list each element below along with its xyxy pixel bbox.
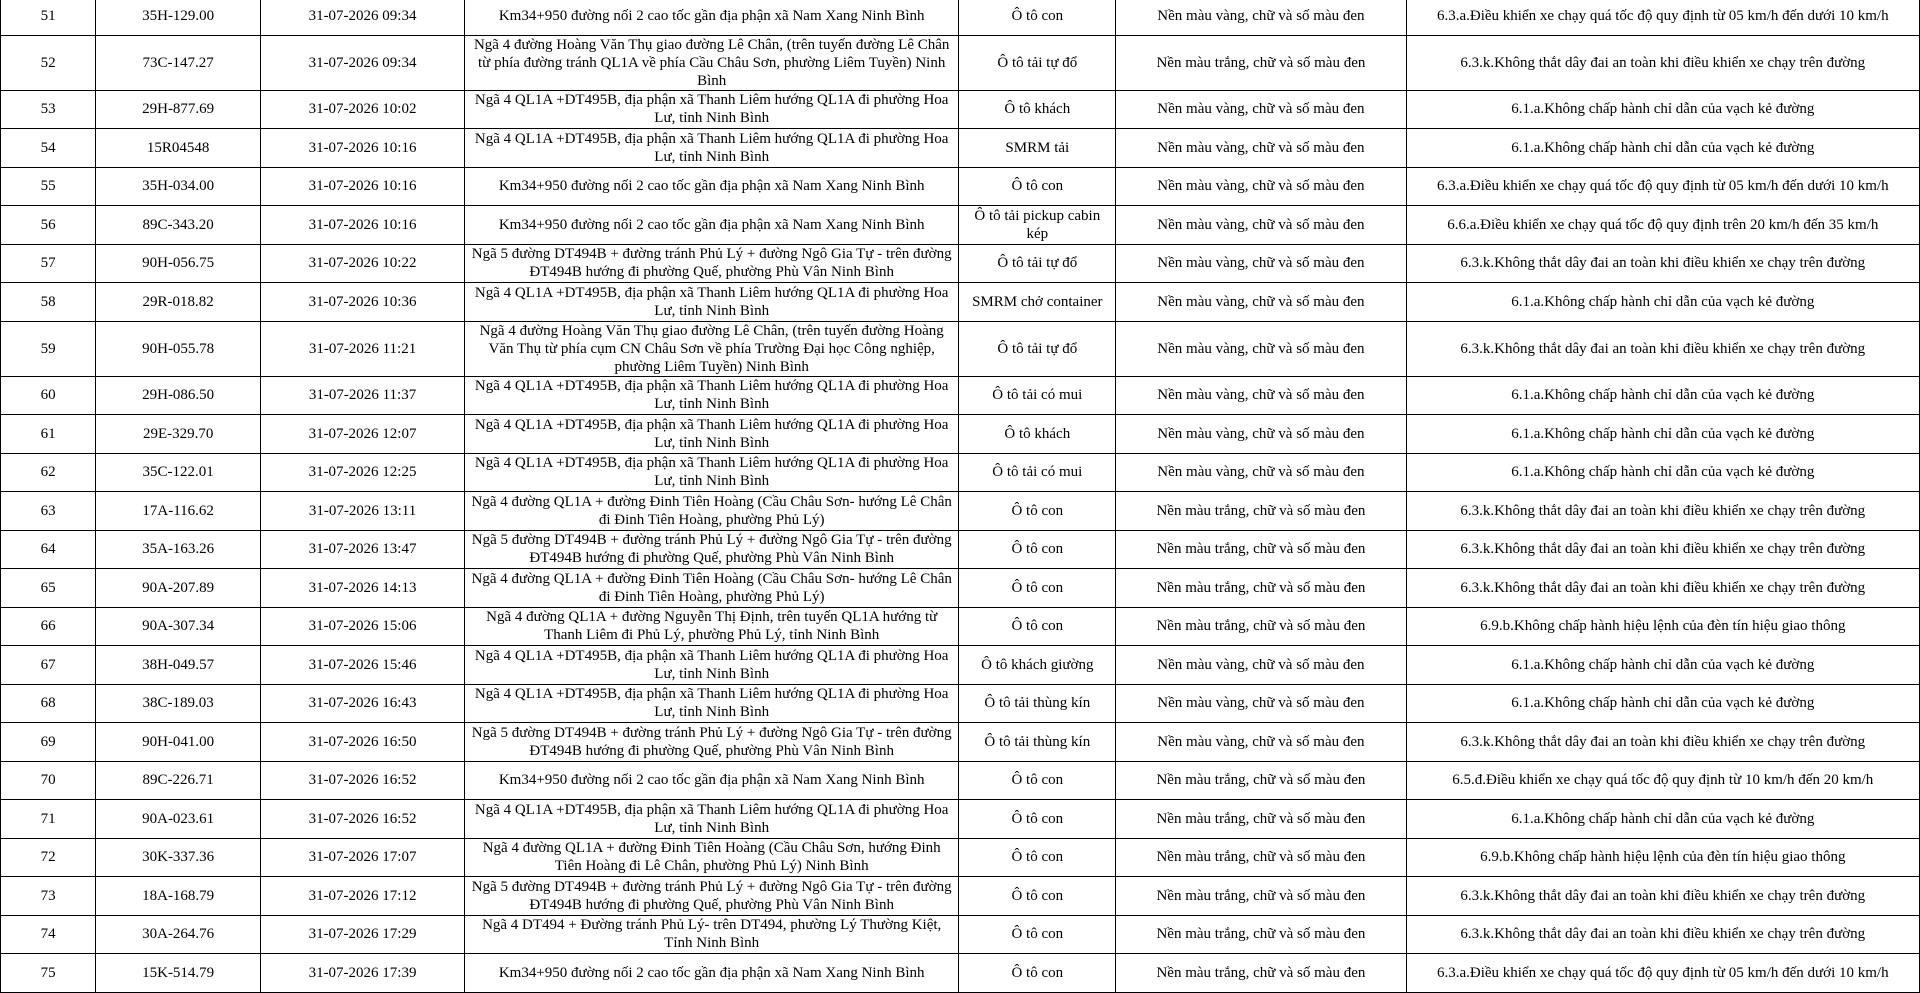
row-number-cell: 54 xyxy=(1,129,96,168)
vehicle-type-cell: SMRM chở container xyxy=(959,283,1116,322)
plate-color-cell: Nền màu trắng, chữ và số màu đen xyxy=(1116,492,1406,531)
license-plate-cell: 35C-122.01 xyxy=(96,453,261,492)
plate-color-cell: Nền màu trắng, chữ và số màu đen xyxy=(1116,800,1406,839)
vehicle-type-cell: Ô tô con xyxy=(959,915,1116,954)
vehicle-type-cell: Ô tô tải thùng kín xyxy=(959,684,1116,723)
row-number-cell: 64 xyxy=(1,530,96,569)
vehicle-type-cell: Ô tô con xyxy=(959,569,1116,608)
violation-time-cell: 31-07-2026 11:21 xyxy=(261,321,465,376)
vehicle-type-cell: Ô tô khách giường xyxy=(959,646,1116,685)
license-plate-cell: 30K-337.36 xyxy=(96,838,261,877)
license-plate-cell: 89C-226.71 xyxy=(96,761,261,800)
row-number-cell: 63 xyxy=(1,492,96,531)
violation-time-cell: 31-07-2026 10:22 xyxy=(261,244,465,283)
violation-time-cell: 31-07-2026 10:36 xyxy=(261,283,465,322)
row-number-cell: 67 xyxy=(1,646,96,685)
license-plate-cell: 35A-163.26 xyxy=(96,530,261,569)
violation-description-cell: 6.3.k.Không thắt dây đai an toàn khi điều khiển xe chạy trên đường xyxy=(1406,530,1919,569)
violation-description-cell: 6.9.b.Không chấp hành hiệu lệnh của đèn tín hiệu giao thông xyxy=(1406,607,1919,646)
license-plate-cell: 29E-329.70 xyxy=(96,415,261,454)
violation-description-cell: 6.3.k.Không thắt dây đai an toàn khi điều khiển xe chạy trên đường xyxy=(1406,877,1919,916)
license-plate-cell: 90A-023.61 xyxy=(96,800,261,839)
violation-location-cell: Ngã 4 QL1A +DT495B, địa phận xã Thanh Liêm hướng QL1A đi phường Hoa Lư, tỉnh Ninh Bình xyxy=(465,415,959,454)
violation-location-cell: Ngã 4 DT494 + Đường tránh Phủ Lý- trên DT494, phường Lý Thường Kiệt, Tỉnh Ninh Bình xyxy=(465,915,959,954)
violation-time-cell: 31-07-2026 17:29 xyxy=(261,915,465,954)
violation-location-cell: Ngã 4 QL1A +DT495B, địa phận xã Thanh Liêm hướng QL1A đi phường Hoa Lư, tỉnh Ninh Bình xyxy=(465,800,959,839)
row-number-cell: 71 xyxy=(1,800,96,839)
vehicle-type-cell: Ô tô con xyxy=(959,838,1116,877)
license-plate-cell: 35H-034.00 xyxy=(96,167,261,206)
table-row xyxy=(1,90,1920,129)
vehicle-type-cell: Ô tô con xyxy=(959,0,1116,35)
violation-location-cell: Ngã 4 QL1A +DT495B, địa phận xã Thanh Liêm hướng QL1A đi phường Hoa Lư, tỉnh Ninh Bình xyxy=(465,90,959,129)
vehicle-type-cell: Ô tô con xyxy=(959,954,1116,993)
violation-location-cell: Ngã 5 đường DT494B + đường tránh Phủ Lý + đường Ngô Gia Tự - trên đường ĐT494B hướng đi phường Quế, phường Phù Vân Ninh Bình xyxy=(465,244,959,283)
violation-location-cell: Km34+950 đường nối 2 cao tốc gần địa phận xã Nam Xang Ninh Bình xyxy=(465,761,959,800)
violation-description-cell: 6.1.a.Không chấp hành chỉ dẫn của vạch kẻ đường xyxy=(1406,453,1919,492)
violation-description-cell: 6.3.k.Không thắt dây đai an toàn khi điều khiển xe chạy trên đường xyxy=(1406,35,1919,90)
violation-time-cell: 31-07-2026 10:16 xyxy=(261,206,465,245)
license-plate-cell: 38H-049.57 xyxy=(96,646,261,685)
vehicle-type-cell: Ô tô tải có mui xyxy=(959,453,1116,492)
violation-description-cell: 6.1.a.Không chấp hành chỉ dẫn của vạch kẻ đường xyxy=(1406,376,1919,415)
table-row xyxy=(1,915,1920,954)
plate-color-cell: Nền màu trắng, chữ và số màu đen xyxy=(1116,915,1406,954)
table-row xyxy=(1,321,1920,376)
license-plate-cell: 90A-307.34 xyxy=(96,607,261,646)
vehicle-type-cell: Ô tô khách xyxy=(959,90,1116,129)
violation-description-cell: 6.1.a.Không chấp hành chỉ dẫn của vạch kẻ đường xyxy=(1406,283,1919,322)
violation-location-cell: Ngã 4 đường Hoàng Văn Thụ giao đường Lê Chân, (trên tuyến đường Hoàng Văn Thụ từ phía cụm CN Châu Sơn về phía Trường Đại học Công nghiệp, phường Liêm Tuyền) Ninh Bình xyxy=(465,321,959,376)
plate-color-cell: Nền màu vàng, chữ và số màu đen xyxy=(1116,321,1406,376)
row-number-cell: 65 xyxy=(1,569,96,608)
license-plate-cell: 29R-018.82 xyxy=(96,283,261,322)
violation-location-cell: Ngã 4 QL1A +DT495B, địa phận xã Thanh Liêm hướng QL1A đi phường Hoa Lư, tỉnh Ninh Bình xyxy=(465,646,959,685)
violation-time-cell: 31-07-2026 12:07 xyxy=(261,415,465,454)
violation-location-cell: Ngã 4 QL1A +DT495B, địa phận xã Thanh Liêm hướng QL1A đi phường Hoa Lư, tỉnh Ninh Bình xyxy=(465,129,959,168)
vehicle-type-cell: Ô tô tải có mui xyxy=(959,376,1116,415)
violation-time-cell: 31-07-2026 10:16 xyxy=(261,167,465,206)
violation-location-cell: Ngã 4 đường QL1A + đường Đinh Tiên Hoàng (Cầu Châu Sơn- hướng Lê Chân đi Đinh Tiên Hoàng, phường Phủ Lý) xyxy=(465,492,959,531)
violation-time-cell: 31-07-2026 15:06 xyxy=(261,607,465,646)
plate-color-cell: Nền màu vàng, chữ và số màu đen xyxy=(1116,684,1406,723)
plate-color-cell: Nền màu vàng, chữ và số màu đen xyxy=(1116,415,1406,454)
row-number-cell: 59 xyxy=(1,321,96,376)
row-number-cell: 69 xyxy=(1,723,96,762)
license-plate-cell: 18A-168.79 xyxy=(96,877,261,916)
table-row xyxy=(1,244,1920,283)
violation-location-cell: Ngã 5 đường DT494B + đường tránh Phủ Lý + đường Ngô Gia Tự - trên đường ĐT494B hướng đi phường Quế, phường Phù Vân Ninh Bình xyxy=(465,723,959,762)
violation-time-cell: 31-07-2026 17:39 xyxy=(261,954,465,993)
vehicle-type-cell: Ô tô con xyxy=(959,877,1116,916)
violation-time-cell: 31-07-2026 16:43 xyxy=(261,684,465,723)
plate-color-cell: Nền màu vàng, chữ và số màu đen xyxy=(1116,167,1406,206)
license-plate-cell: 89C-343.20 xyxy=(96,206,261,245)
violation-description-cell: 6.1.a.Không chấp hành chỉ dẫn của vạch kẻ đường xyxy=(1406,684,1919,723)
violation-description-cell: 6.3.k.Không thắt dây đai an toàn khi điều khiển xe chạy trên đường xyxy=(1406,244,1919,283)
violation-location-cell: Ngã 4 QL1A +DT495B, địa phận xã Thanh Liêm hướng QL1A đi phường Hoa Lư, tỉnh Ninh Bình xyxy=(465,684,959,723)
table-row xyxy=(1,167,1920,206)
row-number-cell: 52 xyxy=(1,35,96,90)
violation-description-cell: 6.1.a.Không chấp hành chỉ dẫn của vạch kẻ đường xyxy=(1406,646,1919,685)
plate-color-cell: Nền màu trắng, chữ và số màu đen xyxy=(1116,954,1406,993)
violation-description-cell: 6.3.k.Không thắt dây đai an toàn khi điều khiển xe chạy trên đường xyxy=(1406,492,1919,531)
table-row xyxy=(1,206,1920,245)
vehicle-type-cell: Ô tô con xyxy=(959,167,1116,206)
license-plate-cell: 15R04548 xyxy=(96,129,261,168)
plate-color-cell: Nền màu vàng, chữ và số màu đen xyxy=(1116,129,1406,168)
violation-location-cell: Ngã 4 QL1A +DT495B, địa phận xã Thanh Liêm hướng QL1A đi phường Hoa Lư, tỉnh Ninh Bình xyxy=(465,283,959,322)
row-number-cell: 58 xyxy=(1,283,96,322)
row-number-cell: 56 xyxy=(1,206,96,245)
row-number-cell: 75 xyxy=(1,954,96,993)
table-row xyxy=(1,800,1920,839)
violations-table-body xyxy=(1,0,1920,992)
violation-description-cell: 6.5.đ.Điều khiển xe chạy quá tốc độ quy định từ 10 km/h đến 20 km/h xyxy=(1406,761,1919,800)
violation-description-cell: 6.3.a.Điều khiển xe chạy quá tốc độ quy định từ 05 km/h đến dưới 10 km/h xyxy=(1406,167,1919,206)
table-row xyxy=(1,530,1920,569)
row-number-cell: 51 xyxy=(1,0,96,35)
violation-description-cell: 6.1.a.Không chấp hành chỉ dẫn của vạch kẻ đường xyxy=(1406,800,1919,839)
license-plate-cell: 30A-264.76 xyxy=(96,915,261,954)
violation-location-cell: Km34+950 đường nối 2 cao tốc gần địa phận xã Nam Xang Ninh Bình xyxy=(465,206,959,245)
plate-color-cell: Nền màu vàng, chữ và số màu đen xyxy=(1116,90,1406,129)
row-number-cell: 60 xyxy=(1,376,96,415)
license-plate-cell: 90A-207.89 xyxy=(96,569,261,608)
license-plate-cell: 29H-086.50 xyxy=(96,376,261,415)
table-row xyxy=(1,877,1920,916)
vehicle-type-cell: Ô tô tải pickup cabin kép xyxy=(959,206,1116,245)
violation-time-cell: 31-07-2026 17:12 xyxy=(261,877,465,916)
violation-description-cell: 6.1.a.Không chấp hành chỉ dẫn của vạch kẻ đường xyxy=(1406,129,1919,168)
table-row xyxy=(1,646,1920,685)
vehicle-type-cell: Ô tô tải tự đổ xyxy=(959,244,1116,283)
table-row xyxy=(1,838,1920,877)
violation-location-cell: Ngã 4 QL1A +DT495B, địa phận xã Thanh Liêm hướng QL1A đi phường Hoa Lư, tỉnh Ninh Bình xyxy=(465,376,959,415)
violation-description-cell: 6.3.k.Không thắt dây đai an toàn khi điều khiển xe chạy trên đường xyxy=(1406,569,1919,608)
table-row xyxy=(1,415,1920,454)
row-number-cell: 74 xyxy=(1,915,96,954)
table-row xyxy=(1,376,1920,415)
table-row xyxy=(1,283,1920,322)
row-number-cell: 66 xyxy=(1,607,96,646)
vehicle-type-cell: Ô tô tải thùng kín xyxy=(959,723,1116,762)
violation-time-cell: 31-07-2026 10:16 xyxy=(261,129,465,168)
violation-time-cell: 31-07-2026 09:34 xyxy=(261,0,465,35)
table-row xyxy=(1,954,1920,993)
violation-location-cell: Km34+950 đường nối 2 cao tốc gần địa phận xã Nam Xang Ninh Bình xyxy=(465,954,959,993)
violation-time-cell: 31-07-2026 16:52 xyxy=(261,800,465,839)
row-number-cell: 55 xyxy=(1,167,96,206)
vehicle-type-cell: Ô tô con xyxy=(959,492,1116,531)
violation-description-cell: 6.3.k.Không thắt dây đai an toàn khi điều khiển xe chạy trên đường xyxy=(1406,321,1919,376)
vehicle-type-cell: Ô tô con xyxy=(959,530,1116,569)
violation-location-cell: Km34+950 đường nối 2 cao tốc gần địa phận xã Nam Xang Ninh Bình xyxy=(465,167,959,206)
row-number-cell: 68 xyxy=(1,684,96,723)
table-row xyxy=(1,129,1920,168)
violation-description-cell: 6.3.k.Không thắt dây đai an toàn khi điều khiển xe chạy trên đường xyxy=(1406,723,1919,762)
plate-color-cell: Nền màu trắng, chữ và số màu đen xyxy=(1116,838,1406,877)
violation-location-cell: Ngã 5 đường DT494B + đường tránh Phủ Lý + đường Ngô Gia Tự - trên đường ĐT494B hướng đi phường Quế, phường Phù Vân Ninh Bình xyxy=(465,877,959,916)
table-row xyxy=(1,684,1920,723)
violation-description-cell: 6.1.a.Không chấp hành chỉ dẫn của vạch kẻ đường xyxy=(1406,415,1919,454)
plate-color-cell: Nền màu vàng, chữ và số màu đen xyxy=(1116,376,1406,415)
row-number-cell: 73 xyxy=(1,877,96,916)
vehicle-type-cell: Ô tô con xyxy=(959,761,1116,800)
violation-time-cell: 31-07-2026 16:50 xyxy=(261,723,465,762)
violation-time-cell: 31-07-2026 11:37 xyxy=(261,376,465,415)
row-number-cell: 61 xyxy=(1,415,96,454)
plate-color-cell: Nền màu trắng, chữ và số màu đen xyxy=(1116,607,1406,646)
violation-time-cell: 31-07-2026 10:02 xyxy=(261,90,465,129)
table-row xyxy=(1,569,1920,608)
plate-color-cell: Nền màu trắng, chữ và số màu đen xyxy=(1116,530,1406,569)
table-row xyxy=(1,35,1920,90)
plate-color-cell: Nền màu trắng, chữ và số màu đen xyxy=(1116,569,1406,608)
violation-location-cell: Ngã 5 đường DT494B + đường tránh Phủ Lý + đường Ngô Gia Tự - trên đường ĐT494B hướng đi phường Quế, phường Phù Vân Ninh Bình xyxy=(465,530,959,569)
violation-location-cell: Ngã 4 QL1A +DT495B, địa phận xã Thanh Liêm hướng QL1A đi phường Hoa Lư, tỉnh Ninh Bình xyxy=(465,453,959,492)
row-number-cell: 57 xyxy=(1,244,96,283)
violation-description-cell: 6.3.a.Điều khiển xe chạy quá tốc độ quy định từ 05 km/h đến dưới 10 km/h xyxy=(1406,954,1919,993)
license-plate-cell: 73C-147.27 xyxy=(96,35,261,90)
license-plate-cell: 35H-129.00 xyxy=(96,0,261,35)
table-row xyxy=(1,723,1920,762)
violation-description-cell: 6.6.a.Điều khiển xe chạy quá tốc độ quy định trên 20 km/h đến 35 km/h xyxy=(1406,206,1919,245)
plate-color-cell: Nền màu trắng, chữ và số màu đen xyxy=(1116,877,1406,916)
violation-time-cell: 31-07-2026 17:07 xyxy=(261,838,465,877)
table-row xyxy=(1,453,1920,492)
violation-time-cell: 31-07-2026 13:11 xyxy=(261,492,465,531)
table-row xyxy=(1,492,1920,531)
vehicle-type-cell: Ô tô con xyxy=(959,800,1116,839)
plate-color-cell: Nền màu vàng, chữ và số màu đen xyxy=(1116,283,1406,322)
violation-time-cell: 31-07-2026 13:47 xyxy=(261,530,465,569)
table-row xyxy=(1,607,1920,646)
license-plate-cell: 90H-056.75 xyxy=(96,244,261,283)
violation-description-cell: 6.9.b.Không chấp hành hiệu lệnh của đèn tín hiệu giao thông xyxy=(1406,838,1919,877)
violation-location-cell: Ngã 4 đường QL1A + đường Nguyễn Thị Định, trên tuyến QL1A hướng từ Thanh Liêm đi Phủ Lý, phường Phủ Lý, tỉnh Ninh Bình xyxy=(465,607,959,646)
row-number-cell: 70 xyxy=(1,761,96,800)
vehicle-type-cell: Ô tô con xyxy=(959,607,1116,646)
plate-color-cell: Nền màu vàng, chữ và số màu đen xyxy=(1116,646,1406,685)
row-number-cell: 72 xyxy=(1,838,96,877)
vehicle-type-cell: Ô tô khách xyxy=(959,415,1116,454)
vehicle-type-cell: Ô tô tải tự đổ xyxy=(959,35,1116,90)
license-plate-cell: 90H-055.78 xyxy=(96,321,261,376)
vehicle-type-cell: SMRM tải xyxy=(959,129,1116,168)
license-plate-cell: 29H-877.69 xyxy=(96,90,261,129)
vehicle-type-cell: Ô tô tải tự đổ xyxy=(959,321,1116,376)
violation-time-cell: 31-07-2026 16:52 xyxy=(261,761,465,800)
violation-location-cell: Ngã 4 đường Hoàng Văn Thụ giao đường Lê Chân, (trên tuyến đường Lê Chân từ phía đường tránh QL1A về phía Cầu Châu Sơn, phường Liêm Tuyền) Ninh Bình xyxy=(465,35,959,90)
plate-color-cell: Nền màu vàng, chữ và số màu đen xyxy=(1116,206,1406,245)
violation-description-cell: 6.3.k.Không thắt dây đai an toàn khi điều khiển xe chạy trên đường xyxy=(1406,915,1919,954)
plate-color-cell: Nền màu vàng, chữ và số màu đen xyxy=(1116,453,1406,492)
table-row xyxy=(1,0,1920,35)
violation-location-cell: Ngã 4 đường QL1A + đường Đinh Tiên Hoàng (Cầu Châu Sơn, hướng Đinh Tiên Hoàng đi Lê Chân, phường Phủ Lý) Ninh Bình xyxy=(465,838,959,877)
violation-location-cell: Ngã 4 đường QL1A + đường Đinh Tiên Hoàng (Cầu Châu Sơn- hướng Lê Chân đi Đinh Tiên Hoàng, phường Phủ Lý) xyxy=(465,569,959,608)
row-number-cell: 53 xyxy=(1,90,96,129)
plate-color-cell: Nền màu vàng, chữ và số màu đen xyxy=(1116,723,1406,762)
table-row xyxy=(1,761,1920,800)
row-number-cell: 62 xyxy=(1,453,96,492)
violation-time-cell: 31-07-2026 09:34 xyxy=(261,35,465,90)
violation-description-cell: 6.1.a.Không chấp hành chỉ dẫn của vạch kẻ đường xyxy=(1406,90,1919,129)
violation-time-cell: 31-07-2026 14:13 xyxy=(261,569,465,608)
violation-location-cell: Km34+950 đường nối 2 cao tốc gần địa phận xã Nam Xang Ninh Bình xyxy=(465,0,959,35)
plate-color-cell: Nền màu trắng, chữ và số màu đen xyxy=(1116,35,1406,90)
violation-time-cell: 31-07-2026 15:46 xyxy=(261,646,465,685)
license-plate-cell: 15K-514.79 xyxy=(96,954,261,993)
plate-color-cell: Nền màu vàng, chữ và số màu đen xyxy=(1116,0,1406,35)
violation-time-cell: 31-07-2026 12:25 xyxy=(261,453,465,492)
violation-description-cell: 6.3.a.Điều khiển xe chạy quá tốc độ quy định từ 05 km/h đến dưới 10 km/h xyxy=(1406,0,1919,35)
plate-color-cell: Nền màu vàng, chữ và số màu đen xyxy=(1116,244,1406,283)
license-plate-cell: 17A-116.62 xyxy=(96,492,261,531)
license-plate-cell: 90H-041.00 xyxy=(96,723,261,762)
license-plate-cell: 38C-189.03 xyxy=(96,684,261,723)
plate-color-cell: Nền màu trắng, chữ và số màu đen xyxy=(1116,761,1406,800)
